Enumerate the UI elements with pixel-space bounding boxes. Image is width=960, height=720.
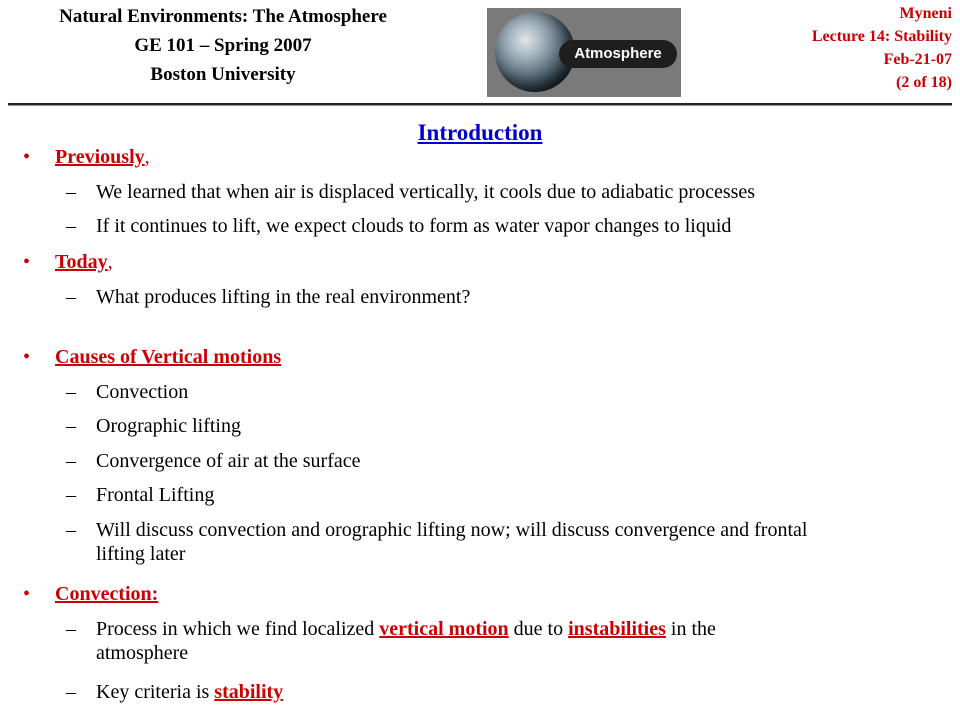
bullet-suffix: , [144, 146, 150, 168]
page-indicator: (2 of 18) [896, 74, 952, 91]
list-item-text: What produces lifting in the real environment? [96, 286, 471, 308]
header-divider [8, 103, 952, 106]
list-item [66, 380, 189, 404]
slide-title: Introduction [417, 120, 543, 145]
bullet-dot: • [23, 583, 31, 605]
list-item [66, 518, 808, 566]
bullet-label: Today [55, 251, 108, 273]
logo-label: Atmosphere [559, 40, 677, 68]
list-item-text: Orographic lifting [96, 415, 241, 437]
course-header [8, 2, 438, 89]
bullet-today [23, 250, 113, 274]
bullet-dot: • [23, 346, 31, 368]
bullet-dot: • [23, 251, 31, 273]
course-term: GE 101 – Spring 2007 [134, 35, 312, 56]
dash-marker: – [66, 415, 76, 437]
list-item [66, 617, 716, 665]
course-school: Boston University [150, 64, 296, 85]
list-item-text: due to [508, 618, 569, 640]
list-item-text: in the [665, 618, 716, 640]
dash-marker: – [66, 484, 76, 506]
list-item-text: Convergence of air at the surface [96, 450, 361, 472]
bullet-label: Previously [55, 146, 145, 168]
dash-marker: – [66, 519, 76, 541]
dash-marker: – [66, 381, 76, 403]
dash-marker: – [66, 450, 76, 472]
atmosphere-logo [487, 8, 681, 97]
lecture-date: Feb-21-07 [883, 51, 952, 68]
bullet-convection [23, 582, 159, 606]
list-item-text: We learned that when air is displaced vertically, it cools due to adiabatic processes [96, 181, 756, 203]
dash-marker: – [66, 286, 76, 308]
bullet-label: Causes of Vertical motions [55, 346, 282, 368]
bullet-suffix: , [107, 251, 113, 273]
bullet-previously [23, 145, 150, 169]
bullet-dot: • [23, 146, 31, 168]
dash-marker: – [66, 181, 76, 203]
course-title: Natural Environments: The Atmosphere [59, 6, 387, 27]
term-vertical-motion: vertical motion [379, 618, 509, 640]
list-item-text-continued: atmosphere [96, 642, 189, 664]
list-item [66, 680, 284, 704]
list-item-text: If it continues to lift, we expect clouds to form as water vapor changes to liquid [96, 215, 732, 237]
dash-marker: – [66, 618, 76, 640]
list-item [66, 180, 756, 204]
term-stability: stability [214, 681, 284, 703]
list-item-text: Convection [96, 381, 189, 403]
term-instabilities: instabilities [568, 618, 666, 640]
author-name: Myneni [899, 5, 952, 22]
lecture-header [692, 2, 952, 94]
bullet-causes [23, 345, 282, 369]
list-item [66, 285, 471, 309]
list-item-text: Process in which we find localized [96, 618, 380, 640]
list-item-text: Frontal Lifting [96, 484, 215, 506]
list-item [66, 449, 361, 473]
dash-marker: – [66, 681, 76, 703]
lecture-title: Lecture 14: Stability [811, 28, 952, 45]
list-item [66, 214, 732, 238]
list-item-text: Key criteria is [96, 681, 215, 703]
list-item [66, 483, 215, 507]
dash-marker: – [66, 215, 76, 237]
list-item-text-continued: lifting later [96, 543, 186, 565]
bullet-label: Convection: [55, 583, 159, 605]
list-item-text: Will discuss convection and orographic lifting now; will discuss convergence and frontal [96, 519, 808, 541]
list-item [66, 414, 241, 438]
